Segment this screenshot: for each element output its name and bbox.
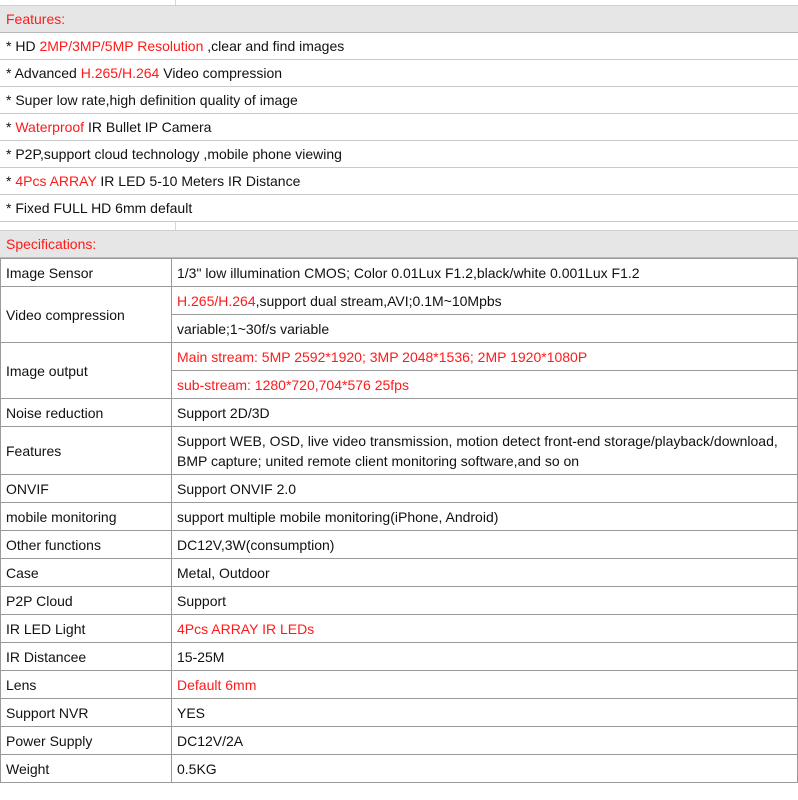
feature-text-post: Video compression [159,65,283,81]
spec-value: support multiple mobile monitoring(iPhone, Android) [172,503,798,531]
spec-label: Weight [1,755,172,783]
table-row [1,287,798,315]
feature-text: * P2P,support cloud technology ,mobile phone viewing [6,146,342,162]
spec-label: Features [1,427,172,475]
spec-value: 1/3" low illumination CMOS; Color 0.01Lux F1.2,black/white 0.001Lux F1.2 [172,259,798,287]
table-row [1,615,798,643]
section-gap [175,222,798,230]
feature-row [0,195,798,222]
table-row [1,755,798,783]
feature-text: * Fixed FULL HD 6mm default [6,200,193,216]
spec-value: Main stream: 5MP 2592*1920; 3MP 2048*1536; 2MP 1920*1080P [172,343,798,371]
spec-value: variable;1~30f/s variable [172,315,798,343]
table-row [1,727,798,755]
feature-row [0,114,798,141]
feature-row [0,168,798,195]
feature-highlight: 2MP/3MP/5MP Resolution [39,38,204,54]
table-row [1,475,798,503]
spec-value-text: ,support dual stream,AVI;0.1M~10Mpbs [255,292,502,309]
spec-label: Support NVR [1,699,172,727]
feature-text: * HD [6,38,40,54]
table-row [1,399,798,427]
spec-value: Support [172,587,798,615]
spec-value: Metal, Outdoor [172,559,798,587]
table-row [1,531,798,559]
spec-label: Image Sensor [1,259,172,287]
feature-text: * [6,119,16,135]
feature-row [0,33,798,60]
spec-label: mobile monitoring [1,503,172,531]
feature-row [0,60,798,87]
feature-text: * Super low rate,high definition quality of image [6,92,298,108]
spec-value: sub-stream: 1280*720,704*576 25fps [172,371,798,399]
feature-row [0,141,798,168]
table-row [1,427,798,475]
spec-label: IR Distancee [1,643,172,671]
features-header: Features: [0,5,798,33]
spec-value [172,287,798,315]
spec-label: Power Supply [1,727,172,755]
spec-table [0,258,798,783]
spec-value: 4Pcs ARRAY IR LEDs [172,615,798,643]
spec-value: DC12V/2A [172,727,798,755]
spec-value-highlight: H.265/H.264 [177,292,256,309]
feature-text-post: IR Bullet IP Camera [84,119,212,135]
spec-value: 15-25M [172,643,798,671]
spec-label: Video compression [1,287,172,343]
feature-row [0,87,798,114]
spec-label: Noise reduction [1,399,172,427]
table-row [1,699,798,727]
spec-value: Default 6mm [172,671,798,699]
spec-value: 0.5KG [172,755,798,783]
spec-value: Support ONVIF 2.0 [172,475,798,503]
spec-label: IR LED Light [1,615,172,643]
table-row [1,559,798,587]
feature-text: * [6,173,16,189]
feature-highlight: H.265/H.264 [80,65,160,81]
feature-text-post: ,clear and find images [203,38,345,54]
table-row [1,503,798,531]
table-row [1,671,798,699]
spec-label: Other functions [1,531,172,559]
spec-label: Image output [1,343,172,399]
spec-value: DC12V,3W(consumption) [172,531,798,559]
table-row [1,643,798,671]
spec-label: Lens [1,671,172,699]
table-row [1,259,798,287]
table-row [1,587,798,615]
feature-text-post: IR LED 5-10 Meters IR Distance [96,173,301,189]
feature-highlight: Waterproof [15,119,85,135]
spec-value: Support WEB, OSD, live video transmission, motion detect front-end storage/playback/download, BMP capture; united remote client monitoring software,and so on [172,427,798,475]
spec-label: ONVIF [1,475,172,503]
feature-text: * Advanced [6,65,81,81]
spec-label: P2P Cloud [1,587,172,615]
spec-label: Case [1,559,172,587]
table-row [1,343,798,371]
specifications-header: Specifications: [0,230,798,258]
spec-value: YES [172,699,798,727]
spec-value: Support 2D/3D [172,399,798,427]
feature-highlight: 4Pcs ARRAY [15,173,97,189]
